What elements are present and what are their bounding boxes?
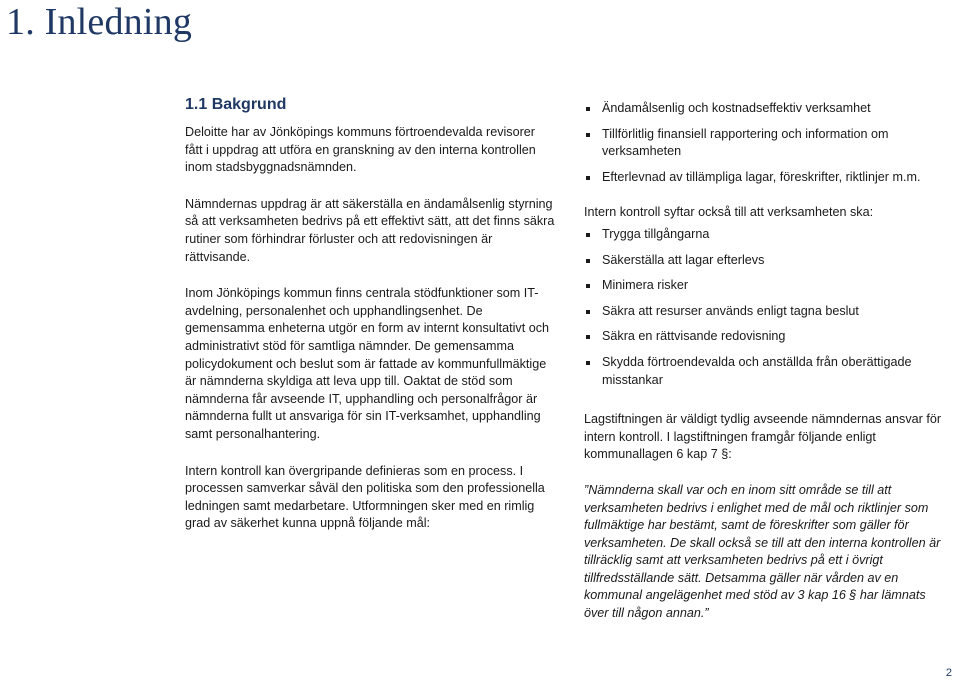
paragraph-committee-mission: Nämndernas uppdrag är att säkerställa en ändamålsenlig styrning så att verksamheten bedrivs på ett effektivt sätt, att det finns säkra rutiner som förhindrar förluster och att redovisningen är rättvisande.: [185, 196, 555, 264]
section-heading: 1.1 Bakgrund: [185, 96, 287, 113]
goals-list: [584, 100, 946, 186]
paragraph-support-functions: Inom Jönköpings kommun finns centrala stödfunktioner som IT-avdelning, personalenhet och upphandlingsenhet. De gemensamma enheterna utgör en form av internt konsultativt och administrativt stöd för samtliga nämnder. De gemensamma policydokument och beslut som är fattade av kommunfullmäktige är nämnderna skyldiga att leva upp till. Oaktat de stöd som nämnderna får avseende IT, upphandling och personalfrågor är nämnderna fullt ut ansvariga för sin IT-verksamhet, upphandling samt personalhantering.: [185, 286, 550, 441]
list-item-text: Säkerställa att lagar efterlevs: [602, 252, 765, 267]
paragraph-internal-control-definition: Intern kontroll kan övergripande definieras som en process. I processen samverkar såväl den politiska som den professionella ledningen samt medarbetare. Utformningen sker med en rimlig grad av säkerhet kunna uppnå följande mål:: [185, 463, 545, 531]
bullet-icon: [586, 310, 590, 314]
list-item-text: Minimera risker: [602, 278, 689, 293]
page-number: 2: [945, 667, 952, 679]
list-item-text: Ändamålsenlig och kostnadseffektiv verksamhet: [602, 101, 871, 115]
bullet-icon: [586, 284, 590, 288]
right-column: [584, 100, 946, 623]
list-item: [584, 277, 946, 295]
list-item: [584, 303, 946, 321]
list-item: [584, 354, 946, 389]
list-item-text: Säkra att resurser används enligt tagna beslut: [602, 303, 859, 318]
list-item-text: Tillförlitlig finansiell rapportering och information om verksamheten: [602, 126, 889, 159]
bullet-icon: [586, 107, 590, 111]
page-title: 1. Inledning: [6, 1, 193, 43]
list-item: [584, 169, 946, 187]
law-paragraph: Lagstiftningen är väldigt tydlig avseende nämndernas ansvar för intern kontroll. I lagstiftningen framgår följande enligt kommunallagen 6 kap 7 §:: [584, 412, 942, 462]
paragraph-assignment: Deloitte har av Jönköpings kommuns förtroendevalda revisorer fått i uppdrag att utföra en granskning av den interna kontrollen inom stadsbyggnadsnämnden.: [185, 125, 536, 175]
bullet-icon: [586, 361, 590, 365]
list-item: [584, 328, 946, 346]
left-column: [185, 96, 555, 552]
bullet-icon: [586, 335, 590, 339]
list-item: [584, 252, 946, 270]
list-item-text: Efterlevnad av tillämpliga lagar, föreskrifter, riktlinjer m.m.: [602, 169, 921, 184]
purpose-intro: Intern kontroll syftar också till att verksamheten ska:: [584, 205, 874, 220]
list-item: [584, 100, 946, 118]
purpose-list: [584, 226, 946, 389]
bullet-icon: [586, 233, 590, 237]
list-item-text: Trygga tillgångarna: [602, 226, 710, 241]
bullet-icon: [586, 133, 590, 137]
law-quote: ”Nämnderna skall var och en inom sitt område se till att verksamheten bedrivs i enlighet med de mål och riktlinjer som fullmäktige har bestämt, samt de föreskrifter som gäller för verksamheten. De skall också se till att den interna kontrollen är tillräcklig samt att verksamheten bedrivs på ett i övrigt tillfredsställande sätt. Detsamma gäller när vården av en kommunal angelägenhet med stöd av 3 kap 16 § har lämnats över till någon annan.”: [584, 482, 941, 621]
bullet-icon: [586, 259, 590, 263]
list-item-text: Säkra en rättvisande redovisning: [602, 329, 786, 344]
list-item-text: Skydda förtroendevalda och anställda från oberättigade misstankar: [602, 354, 912, 387]
list-item: [584, 226, 946, 244]
list-item: [584, 126, 946, 161]
bullet-icon: [586, 176, 590, 180]
